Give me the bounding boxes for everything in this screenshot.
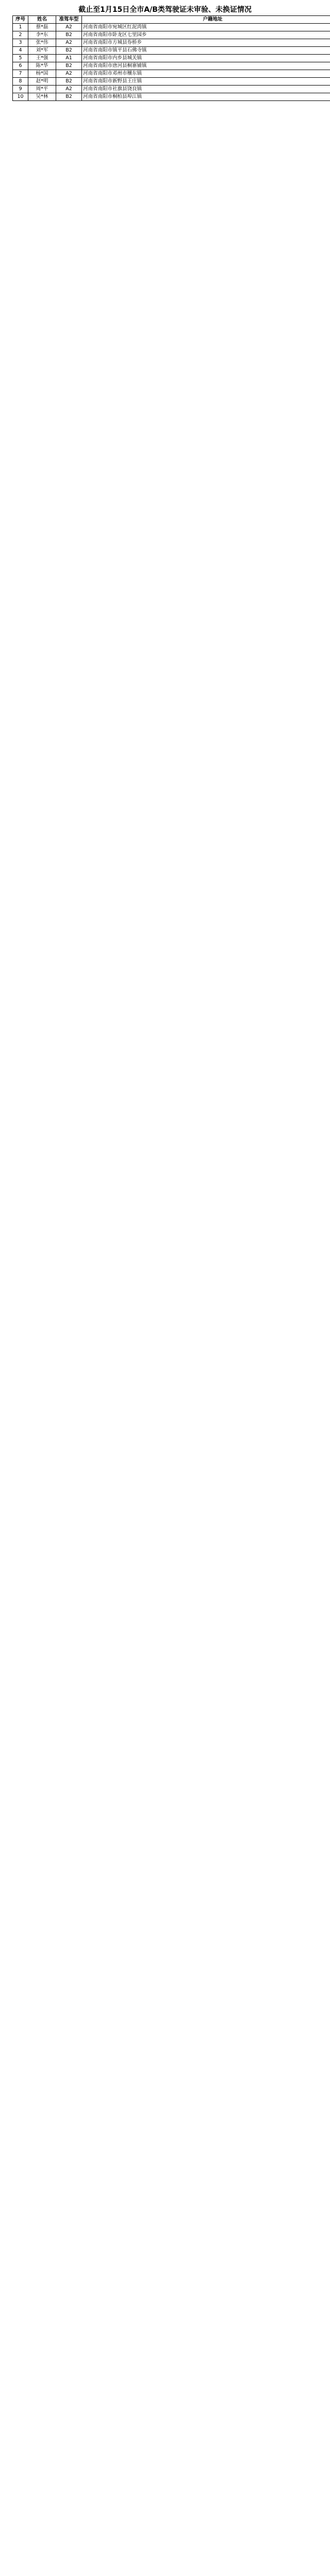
cell-index: 6: [13, 62, 28, 70]
cell-address: 河南省南阳市方城县券桥乡: [82, 39, 330, 47]
driver-license-table: [12, 15, 330, 101]
cell-index: 2: [13, 31, 28, 39]
table-row: [13, 24, 330, 31]
cell-index: 5: [13, 55, 28, 62]
cell-name: 李*东: [28, 31, 56, 39]
cell-license-class: B2: [56, 93, 82, 101]
cell-license-class: B2: [56, 31, 82, 39]
cell-index: 7: [13, 70, 28, 78]
cell-license-class: A1: [56, 55, 82, 62]
table-body: [13, 24, 330, 101]
cell-license-class: A2: [56, 86, 82, 93]
table-row: [13, 62, 330, 70]
table-row: [13, 70, 330, 78]
cell-name: 张*伟: [28, 39, 56, 47]
cell-address: 河南省南阳市宛城区红泥湾镇: [82, 24, 330, 31]
cell-address: 河南省南阳市新野县王庄镇: [82, 78, 330, 86]
cell-name: 杨*国: [28, 70, 56, 78]
cell-name: 刘*军: [28, 47, 56, 55]
cell-license-class: B2: [56, 47, 82, 55]
document-title: 截止至1月15日全市A/B类驾驶证未审验、未换证情况: [78, 6, 252, 14]
cell-address: 河南省南阳市内乡县城关镇: [82, 55, 330, 62]
cell-name: 吴*林: [28, 93, 56, 101]
table-row: [13, 86, 330, 93]
table-row: [13, 93, 330, 101]
cell-license-class: A2: [56, 24, 82, 31]
cell-address: 河南省南阳市社旗县饶良镇: [82, 86, 330, 93]
table-row: [13, 78, 330, 86]
header-license-class: 准驾车型: [56, 16, 82, 24]
header-index: 序号: [13, 16, 28, 24]
cell-license-class: A2: [56, 39, 82, 47]
cell-license-class: B2: [56, 62, 82, 70]
cell-address: 河南省南阳市唐河县桐寨铺镇: [82, 62, 330, 70]
header-address: 户籍地址: [82, 16, 330, 24]
cell-name: 赵*明: [28, 78, 56, 86]
cell-address: 河南省南阳市卧龙区七里园乡: [82, 31, 330, 39]
cell-address: 河南省南阳市桐柏县埠江镇: [82, 93, 330, 101]
table-row: [13, 31, 330, 39]
cell-index: 4: [13, 47, 28, 55]
cell-license-class: A2: [56, 70, 82, 78]
cell-index: 8: [13, 78, 28, 86]
cell-index: 1: [13, 24, 28, 31]
cell-address: 河南省南阳市邓州市穰东镇: [82, 70, 330, 78]
cell-name: 陈*华: [28, 62, 56, 70]
cell-name: 王*强: [28, 55, 56, 62]
cell-index: 3: [13, 39, 28, 47]
cell-index: 10: [13, 93, 28, 101]
table-row: [13, 39, 330, 47]
cell-license-class: B2: [56, 78, 82, 86]
table-row: [13, 55, 330, 62]
document: [12, 4, 318, 101]
header-name: 姓名: [28, 16, 56, 24]
table-header-row: [13, 16, 330, 24]
table-row: [13, 47, 330, 55]
cell-name: 周*平: [28, 86, 56, 93]
cell-address: 河南省南阳市镇平县石佛寺镇: [82, 47, 330, 55]
cell-name: 蔡*磊: [28, 24, 56, 31]
cell-index: 9: [13, 86, 28, 93]
